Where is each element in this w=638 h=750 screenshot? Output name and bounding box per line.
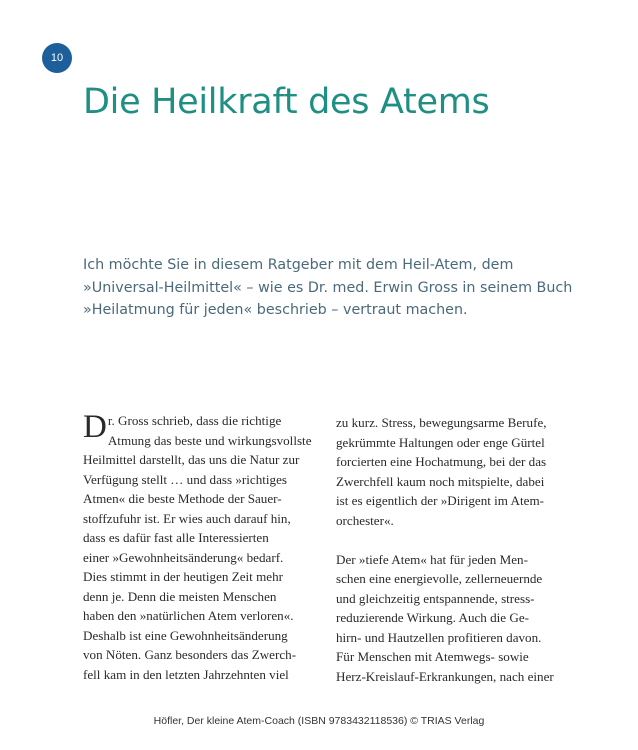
- text-line: Verfügung stellt … und dass »richtiges: [83, 471, 288, 487]
- text-line: haben den »natürlichen Atem verloren«.: [83, 608, 294, 623]
- text-line: ist es eigentlich der »Dirigent im Atem-: [336, 493, 544, 508]
- text-line: schen eine energievolle, zellerneuernde: [336, 571, 543, 586]
- body-column-left: [83, 411, 315, 684]
- intro-line: »Heilatmung für jeden« beschrieb – vertraut machen.: [83, 302, 468, 318]
- page-number-badge: 10: [42, 43, 72, 73]
- text-line: zu kurz. Stress, bewegungsarme Berufe,: [336, 415, 547, 430]
- text-line: Atmen« die beste Methode der Sauer-: [83, 491, 282, 506]
- text-line: Heilmittel darstellt, das uns die Natur zur: [83, 452, 300, 467]
- page-title: Die Heilkraft des Atems: [83, 82, 490, 122]
- text-line: gekrümmte Haltungen oder enge Gürtel: [336, 434, 545, 450]
- text-line: Der »tiefe Atem« hat für jeden Men-: [336, 551, 528, 567]
- text-line: forcierten eine Hochatmung, bei der das: [336, 454, 547, 469]
- text-line: r. Gross schrieb, dass die richtige: [107, 413, 282, 428]
- intro-paragraph: [83, 254, 573, 322]
- text-line: stoffzufuhr ist. Er wies auch darauf hin,: [83, 510, 291, 526]
- drop-cap: D: [83, 409, 107, 445]
- text-line: Zwerchfell kaum noch mitspielte, dabei: [336, 473, 545, 489]
- text-line: denn je. Denn die meisten Menschen: [83, 588, 277, 604]
- text-line: dass es dafür fast alle Interessierten: [83, 530, 269, 545]
- text-line: Deshalb ist eine Gewohnheitsänderung: [83, 627, 288, 643]
- intro-line: »Universal-Heilmittel« – wie es Dr. med. Erwin Gross in seinem Buch: [83, 279, 573, 296]
- body-column-right: [336, 413, 568, 686]
- text-line: Herz-Kreislauf-Erkrankungen, nach einer: [336, 668, 554, 684]
- text-line: von Nöten. Ganz besonders das Zwerch-: [83, 647, 297, 662]
- intro-line: Ich möchte Sie in diesem Ratgeber mit dem Heil-Atem, dem: [83, 257, 514, 273]
- text-line: Für Menschen mit Atemwegs- sowie: [336, 649, 529, 664]
- text-line: reduzierende Wirkung. Auch die Ge-: [336, 610, 530, 625]
- paragraph-gap: [336, 530, 568, 550]
- text-line: hirn- und Hautzellen profitieren davon.: [336, 629, 542, 645]
- text-line: und gleichzeitig entspannende, stress-: [336, 590, 535, 606]
- page-footer: Höfler, Der kleine Atem-Coach (ISBN 9783432118536) © TRIAS Verlag: [153, 715, 485, 727]
- text-line: Dies stimmt in der heutigen Zeit mehr: [83, 569, 283, 584]
- text-line: fell kam in den letzten Jahrzehnten viel: [83, 666, 289, 682]
- text-line: einer »Gewohnheitsänderung« bedarf.: [83, 549, 284, 565]
- text-line: orchester«.: [336, 512, 394, 528]
- text-line: Atmung das beste und wirkungsvollste: [107, 432, 312, 448]
